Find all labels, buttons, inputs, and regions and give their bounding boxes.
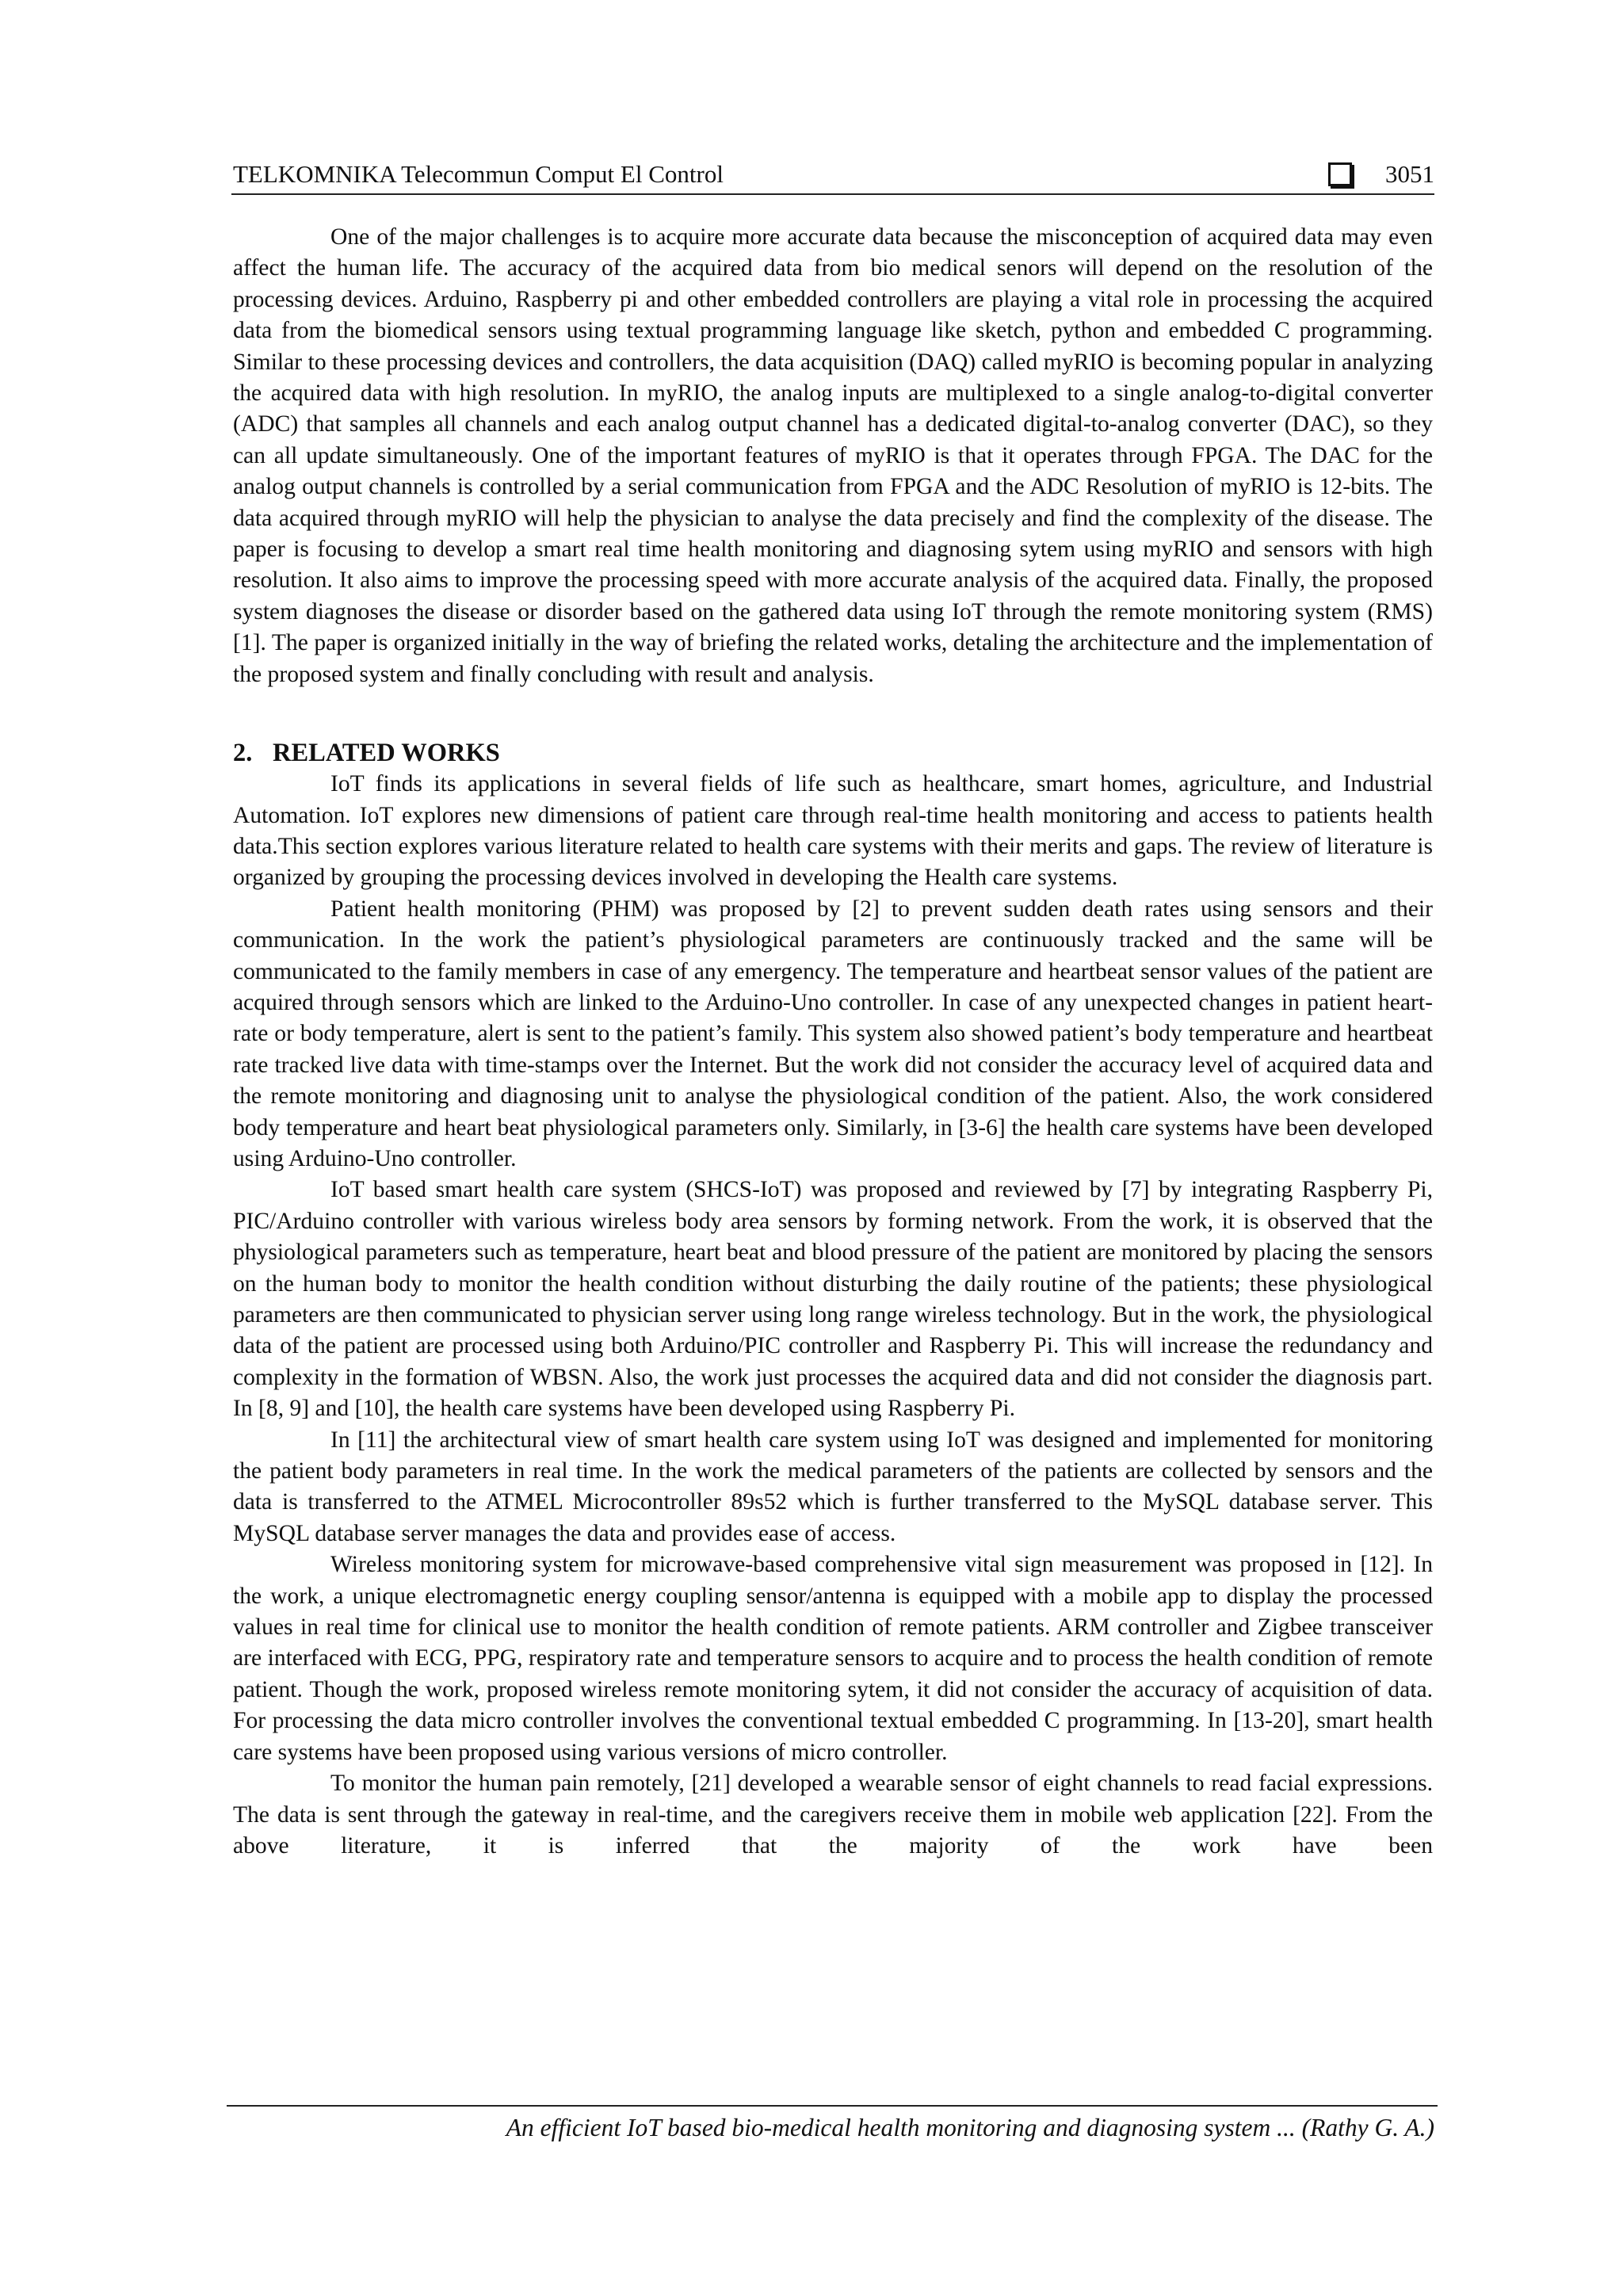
- running-title: An efficient IoT based bio-medical health monitoring and diagnosing system ... (Rathy G. A.): [506, 2114, 1434, 2141]
- related-paragraph-1: IoT finds its applications in several fields of life such as healthcare, smart homes, agriculture, and Industrial Automation. IoT explores new dimensions of patient care through real-time health monitoring and access to patients health data.This section explores various literature related to health care systems with their merits and gaps. The review of literature is organized by grouping the processing devices involved in developing the Health care systems.: [233, 771, 1433, 891]
- related-paragraph-5: Wireless monitoring system for microwave-based comprehensive vital sign measurement was proposed in [12]. In the work, a unique electromagnetic energy coupling sensor/antenna is equipped with a mobile app to display the processed values in real time for clinical use to monitor the health condition of remote patients. ARM controller and Zigbee transceiver are interfaced with ECG, PPG, respiratory rate and temperature sensors to acquire and to process the health condition of remote patient. Though the work, proposed wireless remote monitoring sytem, it did not consider the accuracy of acquisition of data. For processing the data micro controller involves the conventional textual embedded C programming. In [13-20], smart health care systems have been proposed using various versions of micro controller.: [233, 1552, 1433, 1765]
- square-box-icon: [1328, 162, 1352, 186]
- footer-rule: [227, 2105, 1438, 2107]
- page-number: 3051: [1385, 160, 1434, 188]
- article-body: [233, 222, 1433, 1862]
- page-header: [231, 155, 1434, 192]
- section-title: RELATED WORKS: [273, 739, 500, 768]
- header-right: [1328, 159, 1434, 190]
- section-heading: [233, 737, 1433, 769]
- header-rule: [231, 193, 1434, 195]
- related-paragraph-3: IoT based smart health care system (SHCS-IoT) was proposed and reviewed by [7] by integrating Raspberry Pi, PIC/Arduino controller with various wireless body area sensors by forming network. From the work, it is observed that the physiological parameters such as temperature, heart beat and blood pressure of the patient are monitored by placing the sensors on the human body to monitor the health condition without disturbing the daily routine of the patients; these physiological parameters are then communicated to physician server using long range wireless technology. But in the work, the physiological data of the patient are processed using both Arduino/PIC controller and Raspberry Pi. This will increase the redundancy and complexity in the formation of WBSN. Also, the work just processes the acquired data and did not consider the diagnosis part. In [8, 9] and [10], the health care systems have been developed using Raspberry Pi.: [233, 1177, 1433, 1422]
- related-paragraph-4: In [11] the architectural view of smart health care system using IoT was designed and implemented for monitoring the patient body parameters in real time. In the work the medical parameters of the patients are collected by sensors and the data is transferred to the ATMEL Microcontroller 89s52 which is further transferred to the MySQL database server. This MySQL database server manages the data and provides ease of access.: [233, 1427, 1433, 1546]
- related-paragraph-2: Patient health monitoring (PHM) was proposed by [2] to prevent sudden death rates using sensors and their communication. In the work the patient’s physiological parameters are continuously tracked and the same will be communicated to the family members in case of any emergency. The temperature and heartbeat sensor values of the patient are acquired through sensors which are linked to the Arduino-Uno controller. In case of any unexpected changes in patient heart-rate or body temperature, alert is sent to the patient’s family. This system also showed patient’s body temperature and heartbeat rate tracked live data with time-stamps over the Internet. But the work did not consider the accuracy level of acquired data and the remote monitoring and diagnosing unit to analyse the physiological condition of the patient. Also, the work considered body temperature and heart beat physiological parameters only. Similarly, in [3-6] the health care systems have been developed using Arduino-Uno controller.: [233, 896, 1433, 1171]
- section-number: 2.: [233, 739, 253, 768]
- journal-name: TELKOMNIKA Telecommun Comput El Control: [233, 160, 724, 188]
- related-paragraph-6: To monitor the human pain remotely, [21] developed a wearable sensor of eight channels to read facial expressions. The data is sent through the gateway in real-time, and the caregivers receive them in mobile web application [22]. From the above literature, it is inferred that the majority of the work have been: [233, 1771, 1433, 1859]
- intro-paragraph: One of the major challenges is to acquire more accurate data because the misconception of acquired data may even affect the human life. The accuracy of the acquired data from bio medical senors will depend on the resolution of the processing devices. Arduino, Raspberry pi and other embedded controllers are playing a vital role in processing the acquired data from the biomedical sensors using textual programming language like sketch, python and embedded C programming. Similar to these processing devices and controllers, the data acquisition (DAQ) called myRIO is becoming popular in analyzing the acquired data with high resolution. In myRIO, the analog inputs are multiplexed to a single analog-to-digital converter (ADC) that samples all channels and each analog output channel has a dedicated digital-to-analog converter (DAC), so they can all update simultaneously. One of the important features of myRIO is that it operates through FPGA. The DAC for the analog output channels is controlled by a serial communication from FPGA and the ADC Resolution of myRIO is 12-bits. The data acquired through myRIO will help the physician to analyse the data precisely and find the complexity of the disease. The paper is focusing to develop a smart real time health monitoring and diagnosing sytem using myRIO and sensors with high resolution. It also aims to improve the processing speed with more accurate analysis of the acquired data. Finally, the proposed system diagnoses the disease or disorder based on the gathered data using IoT through the remote monitoring system (RMS) [1]. The paper is organized initially in the way of briefing the related works, detaling the architecture and the implementation of the proposed system and finally concluding with result and analysis.: [233, 224, 1433, 687]
